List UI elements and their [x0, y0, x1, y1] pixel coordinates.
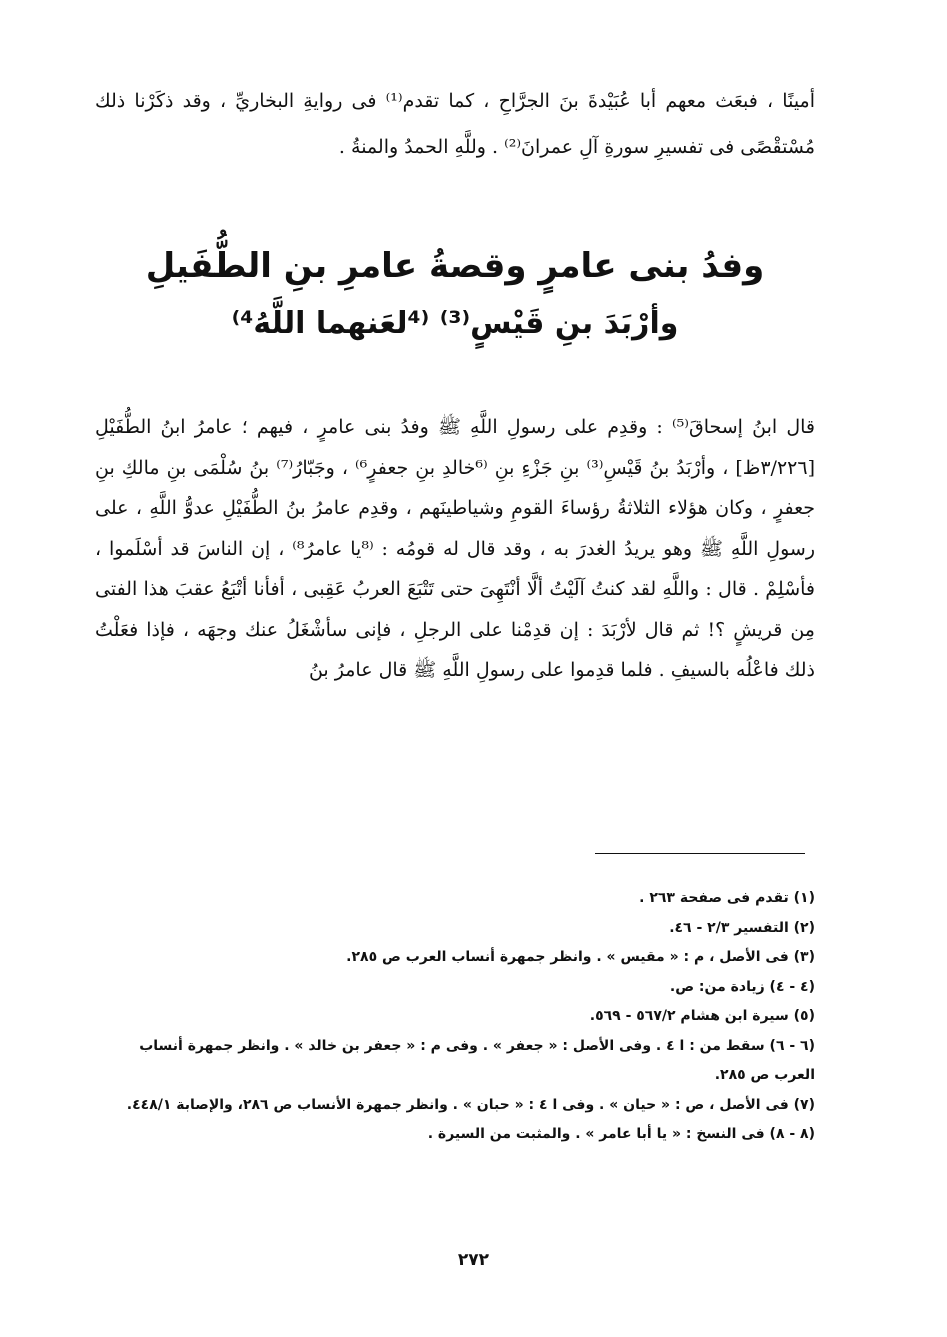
footnote-item: (٤ - ٤) زيادة من: ص. [669, 978, 815, 995]
footnote-item: (٢) التفسير ٢/٣ - ٤٦. [669, 919, 815, 936]
heading-line-2: وأرْبَدَ بنِ قَيْسٍ⁽³⁾ ⁽⁴لعَنهما اللَّهُ⁴⁾ [231, 306, 679, 341]
body-paragraph: قال ابنُ إسحاقَ⁽⁵⁾ : وقدِم على رسولِ اللَّهِ ﷺ وفدُ بنى عامرٍ ، فيهم ؛ عامرُ ابنُ الطُّفَيْلِ [٣/٢٢٦ظ] ، وأرْبَدُ بنُ قَيْسِ⁽³⁾ بنِ جَزْءِ بنِ ⁽⁶خالدِ بنِ جعفرٍ⁶⁾ ، وجَبّارُ⁽⁷⁾ بنُ سُلْمَى بنِ مالكِ بنِ جعفرٍ ، وكان هؤلاء الثلاثةُ رؤساءَ القومِ وشياطينَهم ، وقدِم عامرُ بنُ الطُّفَيْلِ عدوُّ اللَّهِ ، على رسولِ اللَّهِ ﷺ وهو يريدُ الغدرَ به ، وقد قال له قومُه : ⁽⁸يا عامرُ⁸⁾ ، إن الناسَ قد أسْلَموا ، فأسْلِمْ . قال : واللَّهِ لقد كنتُ آلَيْتُ ألَّا أنْتَهِىَ حتى تَتْبَعَ العربُ عَقِبى ، أفأنا أتْبَعُ عقبَ هذا الفتى مِن قريشٍ ؟! ثم قال لأرْبَدَ : إن قدِمْنا على الرجلِ ، فإنى سأشْغَلُ عنك وجهَه ، فإذا فعَلْتُ ذلك فاعْلُه بالسيفِ . فلما قدِموا على رسولِ اللَّهِ ﷺ قال عامرُ بنُ [95, 416, 815, 681]
main-body [95, 407, 815, 691]
footnote-item: (١) تقدم فى صفحة ٢٦٣ . [639, 890, 815, 906]
intro-paragraph [95, 78, 815, 170]
footnote-item: (٧) فى الأصل ، ص : « حيان » . وفى ا ٤ : « حبان » . وانظر جمهرة الأنساب ص ٢٨٦، والإصابة ٤٤٨/١. [126, 1096, 815, 1113]
footnote-separator [595, 853, 805, 854]
chapter-heading [95, 236, 815, 352]
footnotes-list [95, 884, 815, 1150]
footnote-item: (٥) سيرة ابن هشام ٥٦٧/٢ - ٥٦٩. [589, 1008, 815, 1024]
page-number: ٢٧٢ [457, 1250, 490, 1270]
intro-text: أمينًا ، فبعَث معهم أبا عُبَيْدةَ بنَ الجرَّاحِ ، كما تقدم⁽¹⁾ فى روايةِ البخاريِّ ، وقد ذكَرْنا ذلك مُسْتقْصًى فى تفسيرِ سورةِ آلِ عمرانَ⁽²⁾ . وللَّهِ الحمدُ والمنةُ . [95, 90, 816, 158]
heading-line-1: وفدُ بنى عامرٍ وقصةُ عامرِ بنِ الطُّفَيلِ [145, 246, 765, 286]
footnote-item: (٣) فى الأصل ، م : « مقيس » . وانظر جمهرة أنساب العرب ص ٢٨٥. [346, 949, 815, 965]
footnote-item: (٨ - ٨) فى النسخ : « يا أبا عامر » . والمثبت من السيرة . [427, 1126, 815, 1142]
footnote-item: (٦ - ٦) سقط من : ا ٤ . وفى الأصل : « جعفر » . وفى م : « جعفر بن خالد » . وانظر جمهرة أنساب العرب ص ٢٨٥. [139, 1037, 815, 1083]
